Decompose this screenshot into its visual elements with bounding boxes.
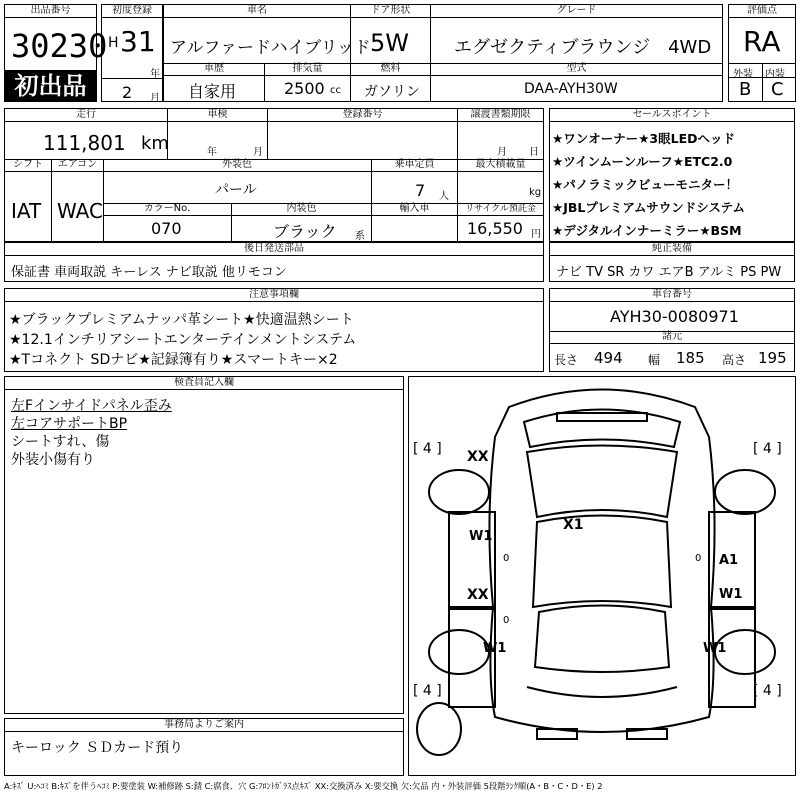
load-label: 最大積載量 [457, 159, 543, 172]
exterior-color: パール [215, 182, 257, 198]
notes-label: 注意事項欄 [5, 289, 543, 302]
note-line: ★Tコネクト SDナビ★記録簿有り★スマートキー×2 [9, 352, 338, 368]
roof [533, 516, 671, 608]
sales-point: ★ワンオーナー★3眼LEDヘッド [552, 131, 735, 146]
office-section [4, 718, 404, 776]
capacity: 7 [415, 181, 426, 200]
later-parts-label: 後日発送部品 [5, 243, 543, 256]
aircon-label: エアコン [51, 159, 103, 172]
left-rear-wheel [429, 630, 489, 674]
damage-mark: XX [467, 449, 489, 465]
body-outline [489, 390, 714, 733]
aircon: WAC [57, 199, 103, 223]
tread-rear-right: [ 4 ] [753, 683, 782, 699]
capacity-unit: 人 [439, 191, 449, 202]
damage-mark: X1 [563, 517, 584, 533]
office-note: キーロック ＳＤカード預り [11, 740, 184, 756]
recycle-fee: 16,550 [467, 219, 523, 238]
load-unit: kg [529, 187, 542, 198]
damage-mark: W1 [703, 641, 727, 656]
import-label: 輸入車 [371, 203, 457, 216]
mileage-unit: km [141, 133, 169, 154]
height-label: 高さ [722, 353, 747, 367]
damage-mark: A1 [719, 553, 739, 568]
car-name: アルファードハイブリッド [170, 38, 371, 58]
legend: A:ｷｽﾞ U:ﾍｺﾐ B:ｷｽﾞを伴うﾍｺﾐ P:要塗装 W:補修跡 S:錆 C:腐食、穴 G:ﾌﾛﾝﾄｶﾞﾗｽ点ｷｽﾞ XX:交換済み X:要交換 欠:欠品 内・外装評価 5段階ﾗﾝｸ順(A・B・C・D・E) 2 [4, 781, 603, 791]
car-outline-diagram [409, 377, 795, 775]
lot-section [4, 4, 108, 102]
displacement-unit: cc [330, 85, 341, 96]
score-value: RA [743, 25, 781, 58]
chassis-label: 車台番号 [550, 289, 794, 302]
front-hood [524, 410, 680, 448]
sales-points-section [549, 108, 795, 242]
history-label: 車歴 [164, 63, 264, 76]
registration-month: 2 [122, 83, 133, 102]
note-line: ★ブラックプレミアムナッパ革シート★快適温熱シート [9, 312, 354, 328]
right-front-wheel [715, 470, 775, 514]
equipment-section [549, 242, 795, 282]
equipment-label: 純正装備 [550, 243, 794, 256]
shift-label: シフト [5, 159, 51, 172]
recycle-label: リサイクル預託金 [457, 203, 543, 216]
chassis-section [549, 288, 795, 372]
tread-front-left: [ 4 ] [413, 441, 442, 457]
color-no-label: カラーNo. [103, 203, 231, 216]
lot-label: 出品番号 [5, 5, 96, 18]
interior-color-unit: 系 [355, 231, 365, 242]
sales-point: ★デジタルインナーミラー★BSM [552, 223, 742, 238]
registration-year: 31 [120, 25, 156, 58]
score-label: 評価点 [729, 5, 795, 18]
inspector-line: 左コアサポートBP [11, 416, 128, 432]
damage-mark: 0 [503, 615, 510, 626]
exterior-color-label: 外装色 [103, 159, 371, 172]
history: 自家用 [188, 82, 237, 101]
inspector-section [4, 376, 404, 714]
inspection-year-unit: 年 [207, 147, 217, 158]
equipment: ナビ TV SR カワ エアB アルミ PS PW [556, 265, 782, 280]
car-name-label: 車名 [164, 5, 350, 18]
vehicle-main-section [163, 4, 723, 102]
interior-score: C [771, 79, 784, 100]
damage-mark: 0 [695, 553, 702, 564]
sales-points-label: セールスポイント [550, 109, 794, 122]
plate-label: 登録番号 [267, 109, 457, 122]
registration-section [101, 4, 163, 102]
door-label: ドア形状 [350, 5, 430, 18]
transfer-month-unit: 月 [497, 147, 507, 158]
damage-diagram [408, 376, 796, 776]
registration-label: 初度登録 [102, 5, 162, 18]
score-section [728, 4, 796, 102]
damage-mark: W1 [469, 529, 493, 544]
chassis-number: AYH30-0080971 [610, 307, 739, 326]
lot-number: 30230 [11, 27, 108, 65]
left-front-wheel [429, 470, 489, 514]
transfer-label: 譲渡書類期限 [457, 109, 543, 122]
later-parts: 保証書 車両取説 キーレス ナビ取説 他リモコン [11, 265, 287, 280]
recycle-unit: 円 [531, 229, 541, 240]
exterior-score: B [739, 79, 752, 100]
inspection-month-unit: 月 [253, 147, 263, 158]
sales-point: ★ツインムーンルーフ★ETC2.0 [552, 154, 733, 169]
damage-mark: W1 [719, 587, 743, 602]
grille [557, 413, 647, 421]
damage-mark: XX [467, 587, 489, 603]
windshield [527, 446, 677, 518]
inspector-label: 検査員記入欄 [5, 377, 403, 390]
interior-color: ブラック [273, 222, 337, 241]
year-unit: 年 [150, 69, 160, 80]
inspection-label: 車検 [167, 109, 267, 122]
width-label: 幅 [648, 353, 661, 367]
note-line: ★12.1インチリアシートエンターテインメントシステム [9, 332, 357, 348]
spare-wheel [417, 703, 461, 755]
model-code: DAA-AYH30W [524, 81, 618, 97]
tread-rear-left: [ 4 ] [413, 683, 442, 699]
inspector-line: 左Fインサイドパネル歪み [11, 398, 172, 414]
mileage: 111,801 [43, 131, 126, 155]
grade-label: グレード [430, 5, 722, 18]
grade: エグゼクティブラウンジ 4WD [454, 37, 712, 58]
color-number: 070 [151, 219, 182, 238]
interior-color-label: 内装色 [231, 203, 371, 216]
door-type: 5W [370, 29, 409, 57]
inspector-line: シートすれ、傷 [11, 434, 110, 450]
specs-section [4, 108, 544, 242]
interior-score-label: 内装 [765, 69, 785, 80]
shift: IAT [11, 199, 42, 223]
length: 494 [594, 349, 623, 367]
sales-point: ★パノラミックビューモニター！ [552, 177, 738, 192]
inspector-line: 外装小傷有り [11, 452, 95, 468]
height: 195 [758, 349, 787, 367]
displacement-label: 排気量 [264, 63, 350, 76]
model-label: 型式 [430, 63, 722, 76]
length-label: 長さ [554, 353, 579, 367]
width: 185 [676, 349, 705, 367]
mileage-label: 走行 [5, 109, 167, 122]
transfer-day-unit: 日 [529, 147, 539, 158]
damage-mark: 0 [503, 553, 510, 564]
fuel: ガソリン [364, 84, 420, 100]
sales-point: ★JBLプレミアムサウンドシステム [552, 200, 745, 215]
notes-section [4, 288, 544, 372]
rear-bumper [527, 687, 677, 697]
month-unit: 月 [150, 93, 160, 104]
office-label: 事務局よりご案内 [5, 719, 403, 732]
damage-mark: W1 [483, 641, 507, 656]
dimensions-label: 諸元 [550, 331, 794, 344]
capacity-label: 乗車定員 [371, 159, 457, 172]
fuel-label: 燃料 [350, 63, 430, 76]
later-parts-section [4, 242, 544, 282]
tread-front-right: [ 4 ] [753, 441, 782, 457]
displacement: 2500 [284, 79, 325, 98]
registration-era: H [108, 35, 119, 51]
exterior-score-label: 外装 [733, 69, 753, 80]
first-listing-badge: 初出品 [5, 70, 96, 102]
rear-window [535, 606, 669, 673]
